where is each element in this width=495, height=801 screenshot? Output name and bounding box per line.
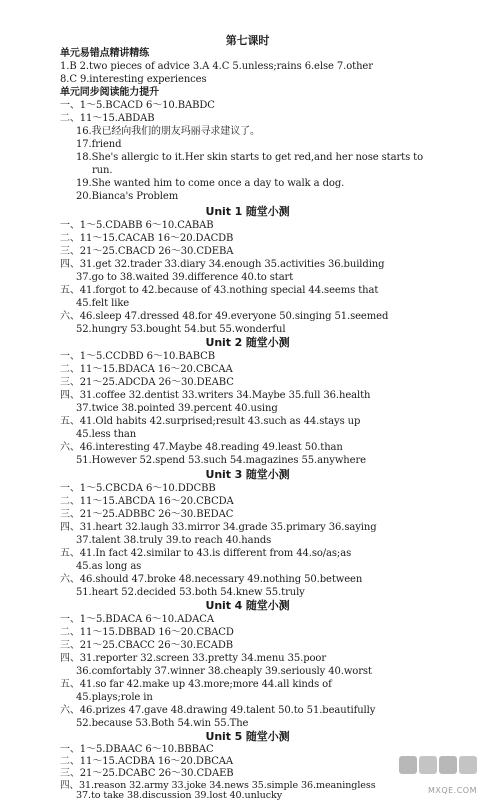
answer-line: 四、31.reason 32.army 33.joke 34.news 35.simple 36.meaningless: [60, 780, 376, 791]
answer-line: 17.friend: [76, 139, 122, 150]
answer-line: 四、31.get 32.trader 33.diary 34.enough 35.activities 36.building: [60, 259, 385, 270]
answer-line: 20.Bianca's Problem: [76, 191, 179, 202]
answer-line: 45.as long as: [76, 561, 142, 572]
answer-line: 四、31.heart 32.laugh 33.mirror 34.grade 35.primary 36.saying: [60, 522, 377, 533]
answer-line: 37.go to 38.waited 39.difference 40.to start: [76, 272, 294, 283]
section-title: 第七课时: [225, 34, 270, 47]
answer-line: 52.because 53.Both 54.win 55.The: [76, 718, 249, 729]
answer-line: 16.我已经向我们的朋友玛丽寻求建议了。: [76, 126, 260, 137]
subsection-heading: 单元同步阅读能力提升: [60, 87, 159, 98]
watermark-url: MXQE.COM: [427, 786, 477, 795]
unit-heading: Unit 1 随堂小测: [205, 205, 290, 218]
subsection-heading: 单元易错点精讲精练: [60, 48, 150, 59]
answer-line: 三、21～25.ADCDA 26～30.DEABC: [60, 377, 234, 388]
answer-line: 二、11～15.BDACA 16～20.CBCAA: [60, 364, 233, 375]
answer-line: 六、46.prizes 47.gave 48.drawing 49.talent 50.to 51.beautifully: [60, 705, 376, 716]
answer-line: 19.She wanted him to come once a day to walk a dog.: [76, 178, 345, 189]
answer-line: 五、41.so far 42.make up 43.more;more 44.all kinds of: [60, 679, 332, 690]
answer-line: 三、21～25.DCABC 26～30.CDAEB: [60, 768, 234, 779]
answer-line: 1.B 2.two pieces of advice 3.A 4.C 5.unless;rains 6.else 7.other: [60, 61, 373, 72]
answer-line: 一、1～5.CBCDA 6～10.DDCBB: [60, 483, 216, 494]
answer-line: 52.hungry 53.bought 54.but 55.wonderful: [76, 324, 286, 335]
answer-line: 二、11～15.ABCDA 16～20.CBCDA: [60, 496, 234, 507]
answer-line: 四、31.reporter 32.screen 33.pretty 34.menu 35.poor: [60, 653, 327, 664]
unit-heading: Unit 2 随堂小测: [205, 336, 290, 349]
answer-line: 六、46.should 47.broke 48.necessary 49.nothing 50.between: [60, 574, 363, 585]
answer-line: 45.felt like: [76, 298, 130, 309]
answer-line: 37.talent 38.truly 39.to reach 40.hands: [76, 535, 272, 546]
answer-line: 二、11～15.ABDAB: [60, 113, 155, 124]
answer-line: 三、21～25.CBACD 26～30.CDEBA: [60, 246, 234, 257]
answer-line: 37.to take 38.discussion 39.lost 40.unlucky: [76, 790, 283, 801]
answer-line: 一、1～5.CDABB 6～10.CABAB: [60, 220, 214, 231]
answer-line: 一、1～5.BCACD 6～10.BABDC: [60, 100, 215, 111]
answer-line: 三、21～25.ADBBC 26～30.BEDAC: [60, 509, 234, 520]
answer-line: 五、41.forgot to 42.because of 43.nothing special 44.seems that: [60, 285, 379, 296]
answer-line: 二、11～15.ACDBA 16～20.DBCAA: [60, 756, 234, 767]
answer-line: 18.She's allergic to it.Her skin starts to get red,and her nose starts to: [76, 152, 424, 163]
answer-line: 三、21～25.CBACC 26～30.ECADB: [60, 640, 233, 651]
answer-line: 36.comfortably 37.winner 38.cheaply 39.seriously 40.worst: [76, 666, 372, 677]
unit-heading: Unit 5 随堂小测: [205, 730, 290, 743]
answer-line: 51.However 52.spend 53.such 54.magazines 55.anywhere: [76, 455, 366, 466]
answer-line: 一、1～5.DBAAC 6～10.BBBAC: [60, 744, 214, 755]
answer-line: 五、41.Old habits 42.surprised;result 43.such as 44.stays up: [60, 416, 361, 427]
answer-line: 一、1～5.BDACA 6～10.ADACA: [60, 614, 214, 625]
answer-line: 37.twice 38.pointed 39.percent 40.using: [76, 403, 278, 414]
answer-line: 二、11～15.CACAB 16～20.DACDB: [60, 233, 234, 244]
answer-line: 五、41.In fact 42.similar to 43.is different from 44.so/as;as: [60, 548, 352, 559]
answer-line: 8.C 9.interesting experiences: [60, 74, 207, 85]
answer-line: 四、31.coffee 32.dentist 33.writers 34.Maybe 35.full 36.health: [60, 390, 371, 401]
unit-heading: Unit 4 随堂小测: [205, 599, 290, 612]
answer-line: 45.less than: [76, 429, 137, 440]
answer-line: 六、46.sleep 47.dressed 48.for 49.everyone 50.singing 51.seemed: [60, 311, 389, 322]
answer-line: 一、1～5.CCDBD 6～10.BABCB: [60, 351, 215, 362]
answer-line: 51.heart 52.decided 53.both 54.knew 55.truly: [76, 587, 305, 598]
answer-line: 二、11～15.DBBAD 16～20.CBACD: [60, 627, 234, 638]
answer-line: 六、46.interesting 47.Maybe 48.reading 49.least 50.than: [60, 442, 343, 453]
unit-heading: Unit 3 随堂小测: [205, 468, 290, 481]
answer-line: 45.plays;role in: [76, 692, 153, 703]
answer-line: run.: [92, 165, 113, 176]
